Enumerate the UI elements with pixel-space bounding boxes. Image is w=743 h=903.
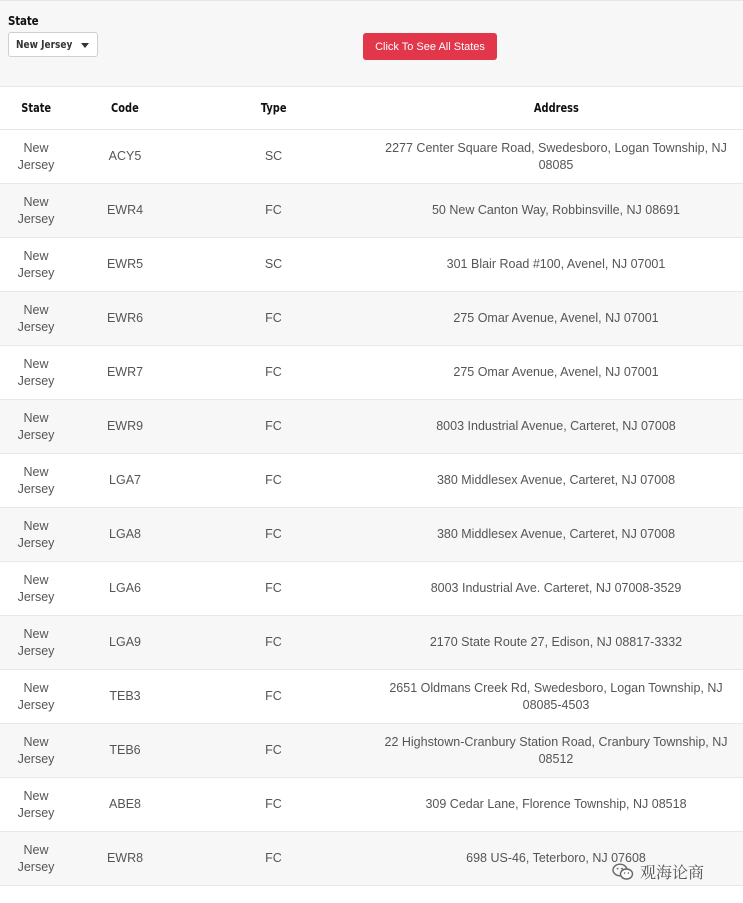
code-cell: TEB6 bbox=[72, 724, 178, 778]
filter-bar bbox=[0, 0, 743, 87]
column-header-state[interactable]: State bbox=[0, 87, 72, 130]
address-cell: 2170 State Route 27, Edison, NJ 08817-3332 bbox=[369, 616, 743, 670]
table-row bbox=[0, 130, 743, 184]
code-cell: EWR6 bbox=[72, 292, 178, 346]
type-cell: FC bbox=[178, 184, 369, 238]
table-row bbox=[0, 724, 743, 778]
table-row bbox=[0, 292, 743, 346]
watermark bbox=[612, 860, 704, 883]
state-cell: New Jersey bbox=[0, 184, 72, 238]
type-cell: FC bbox=[178, 454, 369, 508]
code-cell: EWR9 bbox=[72, 400, 178, 454]
type-cell: FC bbox=[178, 724, 369, 778]
code-cell: LGA9 bbox=[72, 616, 178, 670]
code-cell: EWR8 bbox=[72, 832, 178, 886]
code-cell: EWR5 bbox=[72, 238, 178, 292]
code-cell: EWR7 bbox=[72, 346, 178, 400]
address-cell: 22 Highstown-Cranbury Station Road, Cranbury Township, NJ 08512 bbox=[369, 724, 743, 778]
address-cell: 275 Omar Avenue, Avenel, NJ 07001 bbox=[369, 292, 743, 346]
table-row bbox=[0, 184, 743, 238]
type-cell: FC bbox=[178, 616, 369, 670]
code-cell: LGA6 bbox=[72, 562, 178, 616]
state-cell: New Jersey bbox=[0, 562, 72, 616]
code-cell: EWR4 bbox=[72, 184, 178, 238]
address-cell: 275 Omar Avenue, Avenel, NJ 07001 bbox=[369, 346, 743, 400]
address-cell: 380 Middlesex Avenue, Carteret, NJ 07008 bbox=[369, 508, 743, 562]
chevron-down-icon bbox=[81, 43, 89, 48]
type-cell: FC bbox=[178, 508, 369, 562]
state-cell: New Jersey bbox=[0, 508, 72, 562]
type-cell: FC bbox=[178, 400, 369, 454]
type-cell: SC bbox=[178, 130, 369, 184]
state-cell: New Jersey bbox=[0, 454, 72, 508]
state-cell: New Jersey bbox=[0, 832, 72, 886]
state-cell: New Jersey bbox=[0, 292, 72, 346]
code-cell: TEB3 bbox=[72, 670, 178, 724]
column-header-code[interactable]: Code bbox=[72, 87, 178, 130]
state-cell: New Jersey bbox=[0, 130, 72, 184]
table-row bbox=[0, 454, 743, 508]
type-cell: FC bbox=[178, 292, 369, 346]
see-all-states-button[interactable]: Click To See All States bbox=[363, 33, 497, 60]
address-cell: 2277 Center Square Road, Swedesboro, Logan Township, NJ 08085 bbox=[369, 130, 743, 184]
address-cell: 301 Blair Road #100, Avenel, NJ 07001 bbox=[369, 238, 743, 292]
state-filter-label: State bbox=[8, 14, 39, 28]
table-row bbox=[0, 562, 743, 616]
type-cell: FC bbox=[178, 562, 369, 616]
state-cell: New Jersey bbox=[0, 238, 72, 292]
state-cell: New Jersey bbox=[0, 670, 72, 724]
table-row bbox=[0, 238, 743, 292]
column-header-type[interactable]: Type bbox=[178, 87, 369, 130]
address-cell: 2651 Oldmans Creek Rd, Swedesboro, Logan Township, NJ 08085-4503 bbox=[369, 670, 743, 724]
type-cell: FC bbox=[178, 346, 369, 400]
type-cell: SC bbox=[178, 238, 369, 292]
type-cell: FC bbox=[178, 670, 369, 724]
state-select-value: New Jersey bbox=[16, 38, 73, 51]
state-cell: New Jersey bbox=[0, 778, 72, 832]
wechat-icon bbox=[612, 863, 634, 881]
state-cell: New Jersey bbox=[0, 346, 72, 400]
code-cell: LGA8 bbox=[72, 508, 178, 562]
watermark-text: 观海论商 bbox=[640, 863, 705, 882]
table-row bbox=[0, 616, 743, 670]
table-header-row bbox=[0, 87, 743, 130]
address-cell: 8003 Industrial Ave. Carteret, NJ 07008-3529 bbox=[369, 562, 743, 616]
address-cell: 50 New Canton Way, Robbinsville, NJ 08691 bbox=[369, 184, 743, 238]
table-row bbox=[0, 670, 743, 724]
table-row bbox=[0, 346, 743, 400]
state-select[interactable] bbox=[8, 32, 98, 57]
column-header-address[interactable]: Address bbox=[369, 87, 743, 130]
address-cell: 8003 Industrial Avenue, Carteret, NJ 07008 bbox=[369, 400, 743, 454]
state-cell: New Jersey bbox=[0, 724, 72, 778]
code-cell: ABE8 bbox=[72, 778, 178, 832]
address-cell: 380 Middlesex Avenue, Carteret, NJ 07008 bbox=[369, 454, 743, 508]
state-cell: New Jersey bbox=[0, 616, 72, 670]
table-body bbox=[0, 130, 743, 886]
type-cell: FC bbox=[178, 778, 369, 832]
code-cell: ACY5 bbox=[72, 130, 178, 184]
table-row bbox=[0, 508, 743, 562]
table-row bbox=[0, 400, 743, 454]
table-row bbox=[0, 778, 743, 832]
type-cell: FC bbox=[178, 832, 369, 886]
state-cell: New Jersey bbox=[0, 400, 72, 454]
stations-table bbox=[0, 87, 743, 886]
address-cell: 309 Cedar Lane, Florence Township, NJ 08518 bbox=[369, 778, 743, 832]
address-cell: 698 US-46, Teterboro, NJ 07608 bbox=[369, 832, 743, 886]
code-cell: LGA7 bbox=[72, 454, 178, 508]
